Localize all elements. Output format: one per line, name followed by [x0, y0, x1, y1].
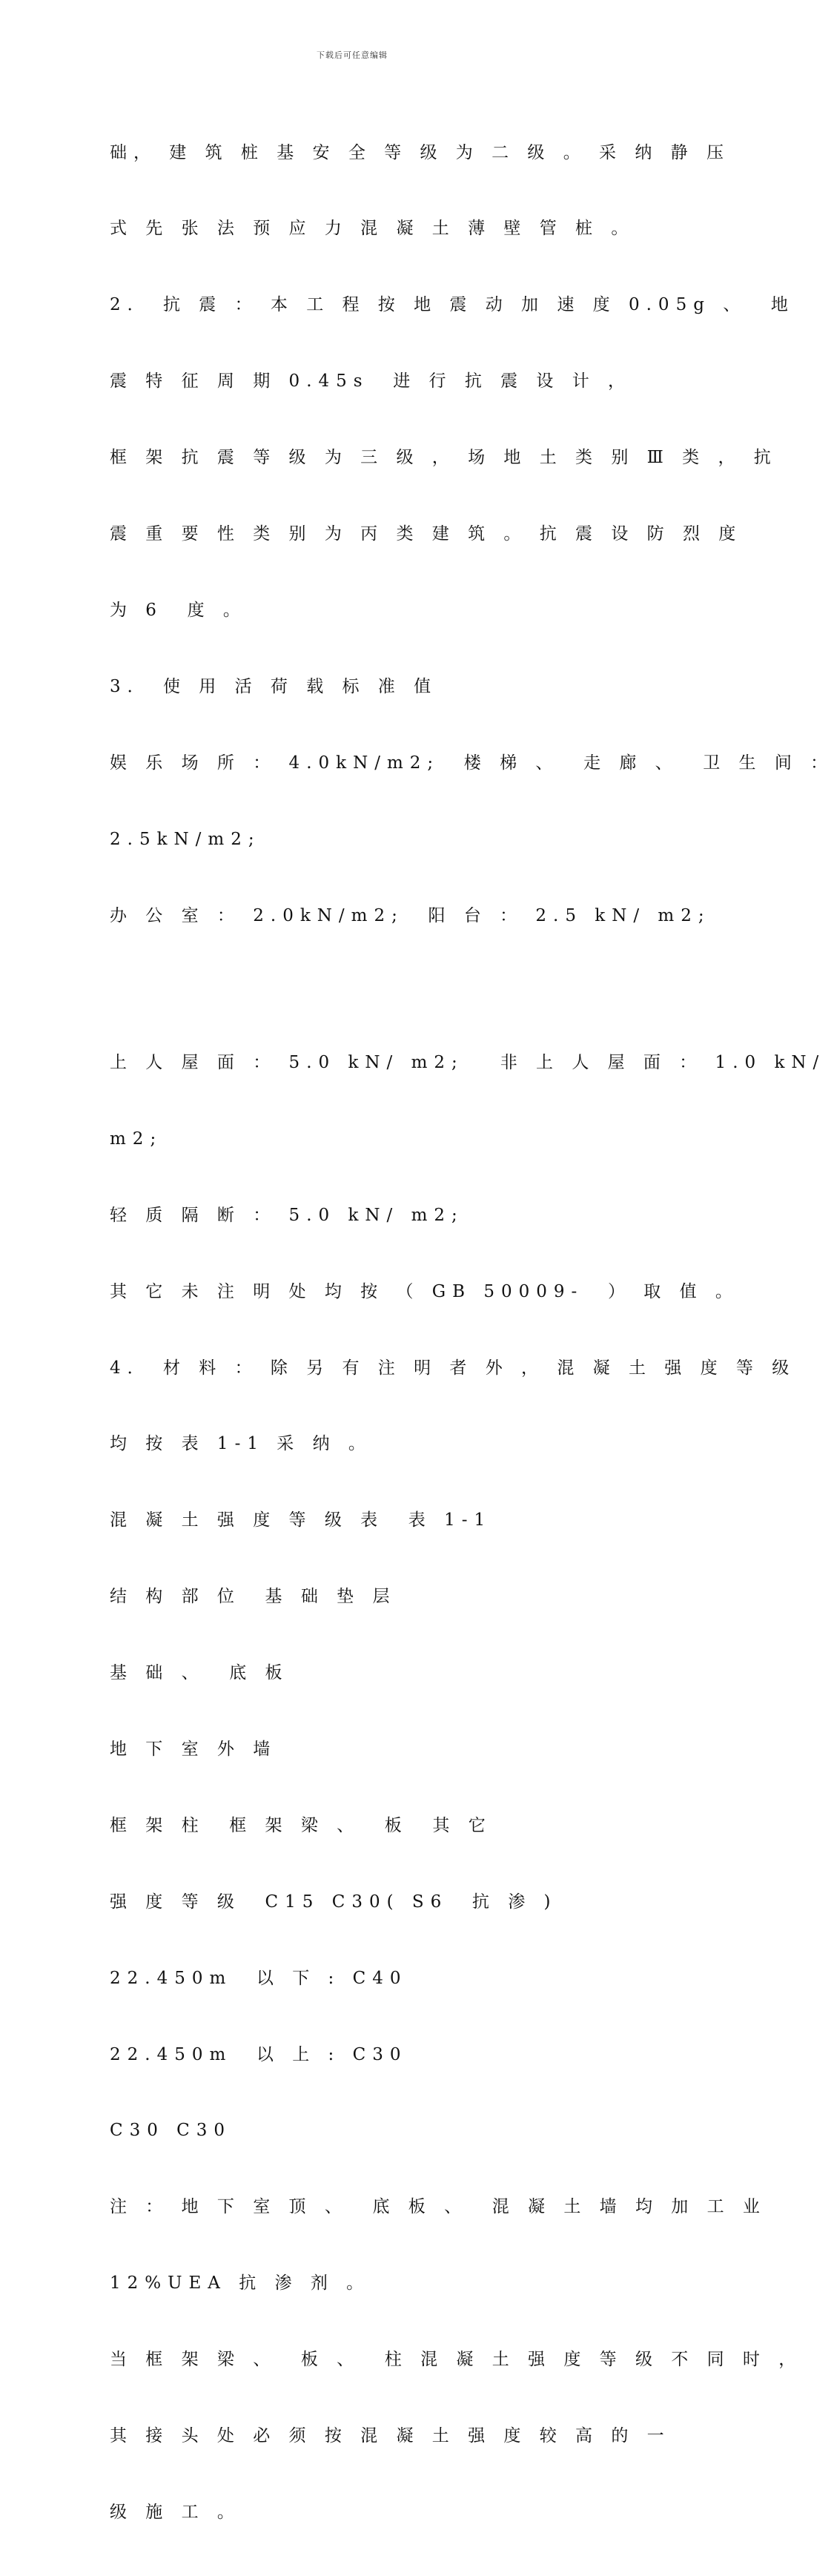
text-line: 2.5kN/m2; — [110, 829, 261, 849]
text-line: 上 人 屋 面 ： 5.0 kN/ m2; 非 上 人 屋 面 ： 1.0 kN/ — [110, 1052, 826, 1072]
body-text — [110, 89, 834, 2576]
text-line: 级 施 工 。 — [110, 2502, 241, 2522]
text-line: 基 础 、 底 板 — [110, 1663, 289, 1683]
text-line: 其 接 头 处 必 须 按 混 凝 土 强 度 较 高 的 一 — [110, 2426, 671, 2446]
text-line: 震 特 征 周 期 0.45s 进 行 抗 震 设 计 ， — [110, 371, 632, 392]
text-line: 2． 抗 震 ： 本 工 程 按 地 震 动 加 速 度 0.05g 、 地 — [110, 295, 795, 315]
text-line: 轻 质 隔 断 ： 5.0 kN/ m2; — [110, 1205, 464, 1225]
text-line: 震 重 要 性 类 别 为 丙 类 建 筑 。 抗 震 设 防 烈 度 — [110, 524, 743, 544]
text-line: 地 下 室 外 墙 — [110, 1740, 277, 1759]
text-line: 础， 建 筑 桩 基 安 全 等 级 为 二 级 。 采 纳 静 压 — [110, 142, 730, 162]
text-line: 式 先 张 法 预 应 力 混 凝 土 薄 壁 管 桩 。 — [110, 219, 635, 239]
text-line: 其 它 未 注 明 处 均 按 （ GB 50009- ） 取 值 。 — [110, 1281, 739, 1301]
text-line: 22.450m 以 上 : C30 — [110, 2044, 408, 2064]
text-line: 办 公 室 ： 2.0kN/m2; 阳 台 ： 2.5 kN/ m2; — [110, 905, 711, 925]
text-line: 4． 材 料 ： 除 另 有 注 明 者 外 ， 混 凝 土 强 度 等 级 — [110, 1358, 796, 1378]
text-line: C30 C30 — [110, 2121, 232, 2141]
text-line: 娱 乐 场 所 ： 4.0kN/m2; 楼 梯 、 走 廊 、 卫 生 间 ： — [110, 753, 834, 773]
text-line: 3． 使 用 活 荷 载 标 准 值 — [110, 676, 438, 696]
page-header: 下载后可任意编辑 — [317, 50, 388, 60]
text-line: m2; — [110, 1129, 163, 1149]
text-line: 均 按 表 1-1 采 纳 。 — [110, 1434, 372, 1454]
text-line: 框 架 柱 框 架 梁 、 板 其 它 — [110, 1815, 492, 1835]
text-line: 强 度 等 级 C15 C30( S6 抗 渗 ) — [110, 1892, 557, 1912]
text-line: 混 凝 土 强 度 等 级 表 表 1-1 — [110, 1510, 492, 1530]
text-line: 22.450m 以 下 : C40 — [110, 1968, 408, 1988]
text-line: 12%UEA 抗 渗 剂 。 — [110, 2273, 371, 2293]
text-line: 框 架 抗 震 等 级 为 三 级 ， 场 地 土 类 别 Ⅲ 类 ， 抗 — [110, 448, 778, 468]
text-line: 结 构 部 位 基 础 垫 层 — [110, 1587, 397, 1607]
text-line: 注 ： 地 下 室 顶 、 底 板 、 混 凝 土 墙 均 加 工 业 — [110, 2197, 767, 2217]
paragraph-gap — [110, 979, 606, 999]
text-line: 为 6 度 。 — [110, 600, 247, 620]
text-line: 当 框 架 梁 、 板 、 柱 混 凝 土 强 度 等 级 不 同 时 ， — [110, 2350, 803, 2370]
